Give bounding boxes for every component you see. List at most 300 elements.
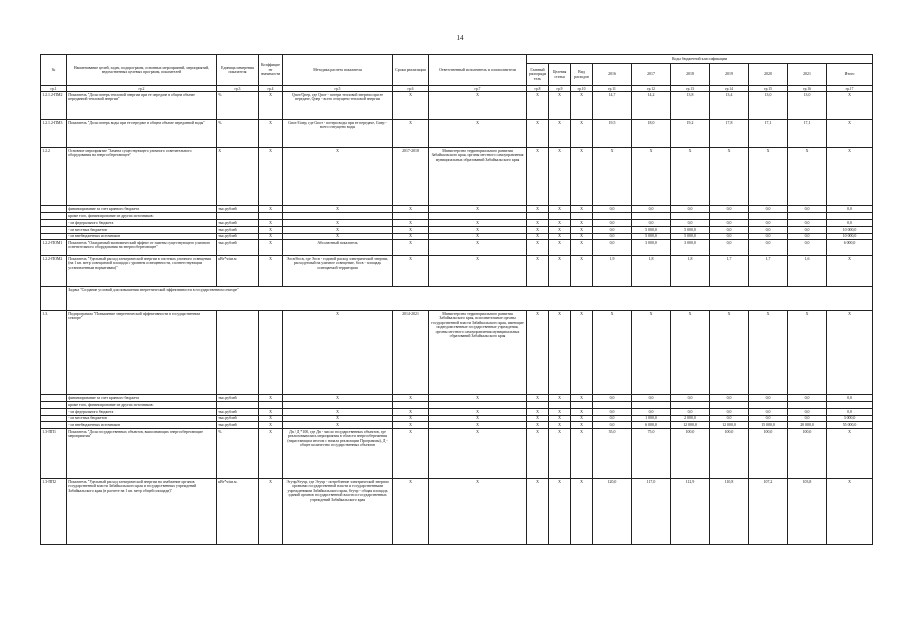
coef-cell: Х [259, 256, 283, 287]
year-value-cell: 17,1 [788, 120, 827, 148]
year-value-cell [593, 213, 632, 220]
term-cell: Х [393, 395, 429, 402]
year-value-cell: 0,0 [788, 409, 827, 416]
kbk-main-cell: Х [527, 226, 549, 233]
year-value-cell [671, 213, 710, 220]
header-year: 2021 [788, 64, 827, 86]
row-number-cell: 1.2.2 [41, 148, 67, 206]
column-number: гр.9 [549, 86, 571, 92]
row-number-cell: 1.3. [41, 311, 67, 395]
year-value-cell: 19,2 [671, 120, 710, 148]
kbk-type-cell: Х [571, 429, 593, 479]
method-cell: Х [283, 219, 393, 226]
year-value-cell: 0,0 [749, 206, 788, 213]
total-cell: Х [827, 120, 873, 148]
responsible-cell: Х [429, 395, 527, 402]
term-cell: Х [393, 226, 429, 233]
name-cell: Показатель "Удельный расход электрической энергии на снабжение органов государственной власти Забайкальского края и государственных учреждений Забайкальского края (в расчете на 1 кв. метр общей площади)" [67, 479, 217, 545]
year-value-cell: Х [749, 311, 788, 395]
table-row [41, 240, 873, 256]
kbk-main-cell: Х [527, 206, 549, 213]
total-cell: Х [827, 429, 873, 479]
row-number-cell [41, 233, 67, 240]
column-number: гр.5 [283, 86, 393, 92]
year-value-cell: 0,0 [593, 206, 632, 213]
year-value-cell: 0,0 [788, 240, 827, 256]
year-value-cell: 5 000,0 [632, 233, 671, 240]
responsible-cell: Х [429, 429, 527, 479]
column-number: гр.2 [67, 86, 217, 92]
page-number: 14 [456, 34, 464, 42]
total-cell: 0,0 [827, 219, 873, 226]
table-row [41, 402, 873, 409]
method-cell: Абсолютный показатель [283, 240, 393, 256]
table-row [41, 287, 873, 311]
kbk-item-cell: Х [549, 395, 571, 402]
kbk-item-cell: Х [549, 415, 571, 422]
column-number: гр.7 [429, 86, 527, 92]
table-row [41, 429, 873, 479]
column-number: гр.16 [788, 86, 827, 92]
year-value-cell: 0,0 [710, 233, 749, 240]
table-row [41, 415, 873, 422]
total-cell: 55 000,0 [827, 422, 873, 429]
year-value-cell: 14,7 [593, 92, 632, 120]
year-value-cell: 0,0 [788, 226, 827, 233]
year-value-cell: Х [788, 311, 827, 395]
total-cell: Х [827, 311, 873, 395]
table-row [41, 409, 873, 416]
kbk-item-cell: Х [549, 240, 571, 256]
row-number-cell [41, 402, 67, 409]
kbk-item-cell: Х [549, 311, 571, 395]
method-cell: Х [283, 311, 393, 395]
table-row [41, 206, 873, 213]
year-value-cell: 0,0 [593, 233, 632, 240]
coef-cell [259, 402, 283, 409]
year-value-cell: 0,0 [632, 409, 671, 416]
year-value-cell: 120,0 [593, 479, 632, 545]
year-value-cell: 0,0 [788, 415, 827, 422]
unit-cell: тыс.рублей [217, 226, 259, 233]
total-cell: 0,0 [827, 395, 873, 402]
kbk-main-cell: Х [527, 92, 549, 120]
term-cell: Х [393, 479, 429, 545]
method-cell: Эосв/Sосв, где Эосв - годовой расход электрической энергии, расходуемый на уличное освещение, Sосв - площадь освещаемой территории [283, 256, 393, 287]
year-value-cell: Х [749, 148, 788, 206]
year-value-cell: 0,0 [632, 219, 671, 226]
term-cell: Х [393, 256, 429, 287]
unit-cell: тыс.рублей [217, 422, 259, 429]
year-value-cell: Х [788, 148, 827, 206]
year-value-cell: 0,0 [788, 206, 827, 213]
term-cell: Х [393, 206, 429, 213]
method-cell: Х [283, 226, 393, 233]
method-cell: Эгучр/Sгучр, где Эгучр - потребление электрической энергии органами государственной власти и государственными учреждениями Забайкальского края, Sгучр - общая площадь зданий органов государственной власти и государственных учреждений Забайкальского края [283, 479, 393, 545]
year-value-cell: 0,0 [710, 219, 749, 226]
kbk-main-cell: Х [527, 415, 549, 422]
header-kbk-type: Вид расходов [571, 64, 593, 86]
year-value-cell: 75,0 [632, 429, 671, 479]
table-header [41, 55, 873, 92]
total-cell: Х [827, 92, 873, 120]
year-value-cell: 0,0 [788, 395, 827, 402]
responsible-cell: Министерство территориального развития Забайкальского края, исполнительные органы государственной власти Забайкальского края, имеющие подведомственные государственные учреждения, органы местного самоуправления муниципальных образований Забайкальского края [429, 311, 527, 395]
kbk-main-cell: Х [527, 409, 549, 416]
year-value-cell: 13,0 [788, 92, 827, 120]
table-row [41, 422, 873, 429]
year-value-cell: 55,0 [593, 429, 632, 479]
year-value-cell: 0,0 [671, 395, 710, 402]
name-cell: - из местных бюджетов [67, 415, 217, 422]
year-value-cell: 1 000,0 [632, 415, 671, 422]
table-row [41, 395, 873, 402]
year-value-cell: 12 000,0 [671, 422, 710, 429]
table-row [41, 256, 873, 287]
kbk-type-cell: Х [571, 92, 593, 120]
kbk-type-cell: Х [571, 415, 593, 422]
year-value-cell [632, 213, 671, 220]
row-number-cell [41, 213, 67, 220]
row-number-cell: 1.2.2-ПОМ2 [41, 256, 67, 287]
column-number: гр.15 [749, 86, 788, 92]
method-cell: Qпот/Qпер, где Qпот - потери тепловой энергии при ее передаче, Qпер - всего отпущено тепловой энергии [283, 92, 393, 120]
term-cell: Х [393, 422, 429, 429]
year-value-cell [593, 402, 632, 409]
total-cell: Х [827, 148, 873, 206]
kbk-item-cell: Х [549, 429, 571, 479]
year-value-cell: 0,0 [710, 240, 749, 256]
year-value-cell: 0,0 [749, 226, 788, 233]
year-value-cell: Х [632, 148, 671, 206]
kbk-type-cell: Х [571, 148, 593, 206]
row-number-cell [41, 409, 67, 416]
unit-cell: тыс.рублей [217, 395, 259, 402]
method-cell [283, 402, 393, 409]
year-value-cell: 117,0 [632, 479, 671, 545]
year-value-cell: 5 000,0 [671, 233, 710, 240]
year-value-cell: 0,0 [788, 219, 827, 226]
column-number: гр.3 [217, 86, 259, 92]
kbk-main-cell: Х [527, 429, 549, 479]
unit-cell: кВт*ч/кв.м [217, 256, 259, 287]
year-value-cell [632, 402, 671, 409]
header-method: Методика расчета показателя [283, 55, 393, 86]
method-cell: Х [283, 422, 393, 429]
year-value-cell: 0,0 [710, 409, 749, 416]
year-value-cell: 1,8 [671, 256, 710, 287]
kbk-main-cell: Х [527, 219, 549, 226]
column-number: гр.12 [632, 86, 671, 92]
unit-cell [217, 402, 259, 409]
term-cell: Х [393, 240, 429, 256]
row-number-cell: 1.2.1.2-ПМ3 [41, 120, 67, 148]
name-cell: кроме того, финансирование из других источников: [67, 213, 217, 220]
kbk-main-cell: Х [527, 148, 549, 206]
year-value-cell: 100,0 [788, 429, 827, 479]
method-cell: Х [283, 233, 393, 240]
row-number-cell: 1.3-ПП2 [41, 479, 67, 545]
name-cell: - из внебюджетных источников [67, 422, 217, 429]
header-total: Итого [827, 64, 873, 86]
year-value-cell: 0,0 [671, 409, 710, 416]
unit-cell: % [217, 120, 259, 148]
year-value-cell [710, 402, 749, 409]
coef-cell: Х [259, 479, 283, 545]
year-value-cell: 0,0 [593, 409, 632, 416]
column-number: гр.14 [710, 86, 749, 92]
header-year: 2019 [710, 64, 749, 86]
column-number: гр.6 [393, 86, 429, 92]
task-cell: Задача "Создание условий для повышения энергетической эффективности в государственном секторе" [67, 287, 873, 311]
responsible-cell: Х [429, 206, 527, 213]
year-value-cell: 13,0 [749, 92, 788, 120]
year-value-cell [788, 213, 827, 220]
method-cell: Х [283, 206, 393, 213]
kbk-type-cell: Х [571, 219, 593, 226]
kbk-type-cell: Х [571, 256, 593, 287]
responsible-cell: Х [429, 409, 527, 416]
kbk-main-cell: Х [527, 311, 549, 395]
kbk-item-cell: Х [549, 219, 571, 226]
row-number-cell [41, 226, 67, 233]
year-value-cell: 17,1 [749, 120, 788, 148]
responsible-cell: Х [429, 226, 527, 233]
responsible-cell: Х [429, 120, 527, 148]
year-value-cell: 15 000,0 [749, 422, 788, 429]
year-value-cell: 0,0 [749, 395, 788, 402]
year-value-cell [788, 402, 827, 409]
name-cell: Показатель "Ожидаемый экономический эффект от замены существующего уличного осветительного оборудования на энергосберегающее" [67, 240, 217, 256]
total-cell: 3 000,0 [827, 415, 873, 422]
coef-cell: Х [259, 148, 283, 206]
year-value-cell: Х [593, 311, 632, 395]
method-cell [283, 213, 393, 220]
year-value-cell: Х [671, 311, 710, 395]
kbk-main-cell: Х [527, 395, 549, 402]
year-value-cell: Х [593, 148, 632, 206]
year-value-cell: 0,0 [593, 415, 632, 422]
term-cell: 2017-2018 [393, 148, 429, 206]
header-kbk-item: Целевая статья [549, 64, 571, 86]
coef-cell [259, 213, 283, 220]
table-row [41, 213, 873, 220]
year-value-cell: Х [671, 148, 710, 206]
year-value-cell: 5 000,0 [671, 226, 710, 233]
unit-cell: кВт*ч/кв.м. [217, 479, 259, 545]
kbk-type-cell: Х [571, 206, 593, 213]
unit-cell [217, 213, 259, 220]
unit-cell: тыс.рублей [217, 415, 259, 422]
unit-cell: Х [217, 148, 259, 206]
term-cell: 2014-2021 [393, 311, 429, 395]
term-cell: Х [393, 233, 429, 240]
kbk-item-cell: Х [549, 233, 571, 240]
term-cell: Х [393, 415, 429, 422]
year-value-cell: 0,0 [593, 240, 632, 256]
responsible-cell: Министерство территориального развития Забайкальского края, органы местного самоуправления муниципальных образований Забайкальского края [429, 148, 527, 206]
name-cell: Основное мероприятие "Замена существующего уличного осветительного оборудования на энергосберегающее" [67, 148, 217, 206]
year-value-cell: 1,8 [632, 256, 671, 287]
year-value-cell: 1,6 [788, 256, 827, 287]
unit-cell [217, 311, 259, 395]
year-value-cell: 3 000,0 [632, 240, 671, 256]
method-cell: Х [283, 409, 393, 416]
column-number: гр.8 [527, 86, 549, 92]
header-kbk: Коды бюджетной классификации [527, 55, 873, 64]
year-value-cell: 5 000,0 [632, 226, 671, 233]
table-row [41, 479, 873, 545]
header-kbk-main: Главный распорядитель [527, 64, 549, 86]
coef-cell: Х [259, 409, 283, 416]
term-cell: Х [393, 409, 429, 416]
term-cell: Х [393, 429, 429, 479]
coef-cell: Х [259, 415, 283, 422]
year-value-cell: 0,0 [671, 206, 710, 213]
coef-cell: Х [259, 429, 283, 479]
kbk-type-cell: Х [571, 226, 593, 233]
table-row [41, 92, 873, 120]
year-value-cell: 0,0 [632, 206, 671, 213]
row-number-cell [41, 219, 67, 226]
table-row [41, 311, 873, 395]
year-value-cell [671, 402, 710, 409]
coef-cell: Х [259, 226, 283, 233]
name-cell: Показатель "Доля государственных объектов, выполняющих энергосберегающие мероприятия" [67, 429, 217, 479]
year-value-cell: 100,0 [749, 429, 788, 479]
column-number: гр.17 [827, 86, 873, 92]
name-cell: - из местных бюджетов [67, 226, 217, 233]
coef-cell: Х [259, 240, 283, 256]
kbk-type-cell: Х [571, 240, 593, 256]
header-year: 2016 [593, 64, 632, 86]
coef-cell: Х [259, 120, 283, 148]
year-value-cell: 0,0 [749, 233, 788, 240]
term-cell: Х [393, 219, 429, 226]
header-coef: Коэффициент значимости [259, 55, 283, 86]
year-value-cell: 6 000,0 [632, 422, 671, 429]
kbk-main-cell [527, 402, 549, 409]
header-term: Сроки реализации [393, 55, 429, 86]
year-value-cell: 2 000,0 [671, 415, 710, 422]
total-cell: Х [827, 479, 873, 545]
responsible-cell: Х [429, 479, 527, 545]
year-value-cell: 100,0 [671, 429, 710, 479]
responsible-cell: Х [429, 92, 527, 120]
year-value-cell: 0,0 [593, 226, 632, 233]
year-value-cell: 0,0 [593, 422, 632, 429]
row-number-cell: 1.3-ПП1 [41, 429, 67, 479]
year-value-cell: 0,0 [710, 395, 749, 402]
year-value-cell: 0,0 [710, 415, 749, 422]
total-cell [827, 213, 873, 220]
coef-cell: Х [259, 395, 283, 402]
unit-cell: тыс.рублей [217, 409, 259, 416]
year-value-cell: 0,0 [749, 409, 788, 416]
method-cell: Х [283, 415, 393, 422]
total-cell: 10 000,0 [827, 226, 873, 233]
year-value-cell: Х [710, 148, 749, 206]
kbk-type-cell: Х [571, 479, 593, 545]
coef-cell [259, 311, 283, 395]
header-year: 2020 [749, 64, 788, 86]
responsible-cell: Х [429, 415, 527, 422]
year-value-cell: 13,4 [710, 92, 749, 120]
row-number-cell [41, 415, 67, 422]
kbk-main-cell: Х [527, 422, 549, 429]
responsible-cell: Х [429, 219, 527, 226]
kbk-item-cell [549, 402, 571, 409]
year-value-cell: 17,8 [710, 120, 749, 148]
name-cell: Показатель "Доля потерь воды при ее передаче в общем объеме переданной воды" [67, 120, 217, 148]
year-value-cell: 103,8 [788, 479, 827, 545]
year-value-cell: 1,7 [749, 256, 788, 287]
coef-cell: Х [259, 233, 283, 240]
table-row [41, 233, 873, 240]
kbk-item-cell [549, 213, 571, 220]
table-body [41, 92, 873, 545]
row-number-cell [41, 395, 67, 402]
header-year: 2017 [632, 64, 671, 86]
name-cell: - из внебюджетных источников [67, 233, 217, 240]
name-cell: финансирование за счет краевого бюджета [67, 206, 217, 213]
coef-cell: Х [259, 92, 283, 120]
table-row [41, 148, 873, 206]
year-value-cell: 3 000,0 [671, 240, 710, 256]
kbk-type-cell: Х [571, 422, 593, 429]
name-cell: кроме того, финансирование из других источников: [67, 402, 217, 409]
total-cell: Х [827, 256, 873, 287]
total-cell: 10 000,0 [827, 233, 873, 240]
year-value-cell: 0,0 [632, 395, 671, 402]
column-number: гр.4 [259, 86, 283, 92]
kbk-main-cell: Х [527, 256, 549, 287]
year-value-cell [749, 402, 788, 409]
unit-cell: тыс.рублей [217, 206, 259, 213]
column-number: гр.10 [571, 86, 593, 92]
total-cell [827, 402, 873, 409]
program-table [40, 54, 873, 545]
kbk-type-cell: Х [571, 120, 593, 148]
year-value-cell: 107,2 [749, 479, 788, 545]
name-cell: финансирование за счет краевого бюджета [67, 395, 217, 402]
header-resp: Ответственный исполнитель и соисполнители [429, 55, 527, 86]
total-cell: 0,0 [827, 206, 873, 213]
year-value-cell: 0,0 [710, 206, 749, 213]
total-cell: 6 000,0 [827, 240, 873, 256]
year-value-cell: 0,0 [710, 226, 749, 233]
method-cell: Дn / Д *100, где Дn - число государственных объектов, где реализовывались мероприятия в области энергосбережения (нарастающим итогом с начала реализации Программы), Д - общее количество государственных объектов [283, 429, 393, 479]
kbk-item-cell: Х [549, 148, 571, 206]
kbk-item-cell: Х [549, 422, 571, 429]
kbk-type-cell: Х [571, 311, 593, 395]
header-year: 2018 [671, 64, 710, 86]
kbk-item-cell: Х [549, 206, 571, 213]
year-value-cell: 1,9 [593, 256, 632, 287]
method-cell: Х [283, 148, 393, 206]
year-value-cell: 0,0 [749, 415, 788, 422]
name-cell: Показатель "Доля потерь тепловой энергии при ее передаче в общем объеме переданной тепловой энергии" [67, 92, 217, 120]
year-value-cell: 19,5 [593, 120, 632, 148]
year-value-cell: 100,0 [710, 429, 749, 479]
year-value-cell: 18,0 [632, 120, 671, 148]
coef-cell: Х [259, 206, 283, 213]
kbk-type-cell: Х [571, 409, 593, 416]
name-cell: Показатель "Удельный расход электрической энергии в системах уличного освещения (на 1 кв. метр освещаемой площади с уровнем освещенности, соответствующим установленным нормативам)" [67, 256, 217, 287]
total-cell: 0,0 [827, 409, 873, 416]
year-value-cell: 0,0 [593, 219, 632, 226]
responsible-cell: Х [429, 256, 527, 287]
